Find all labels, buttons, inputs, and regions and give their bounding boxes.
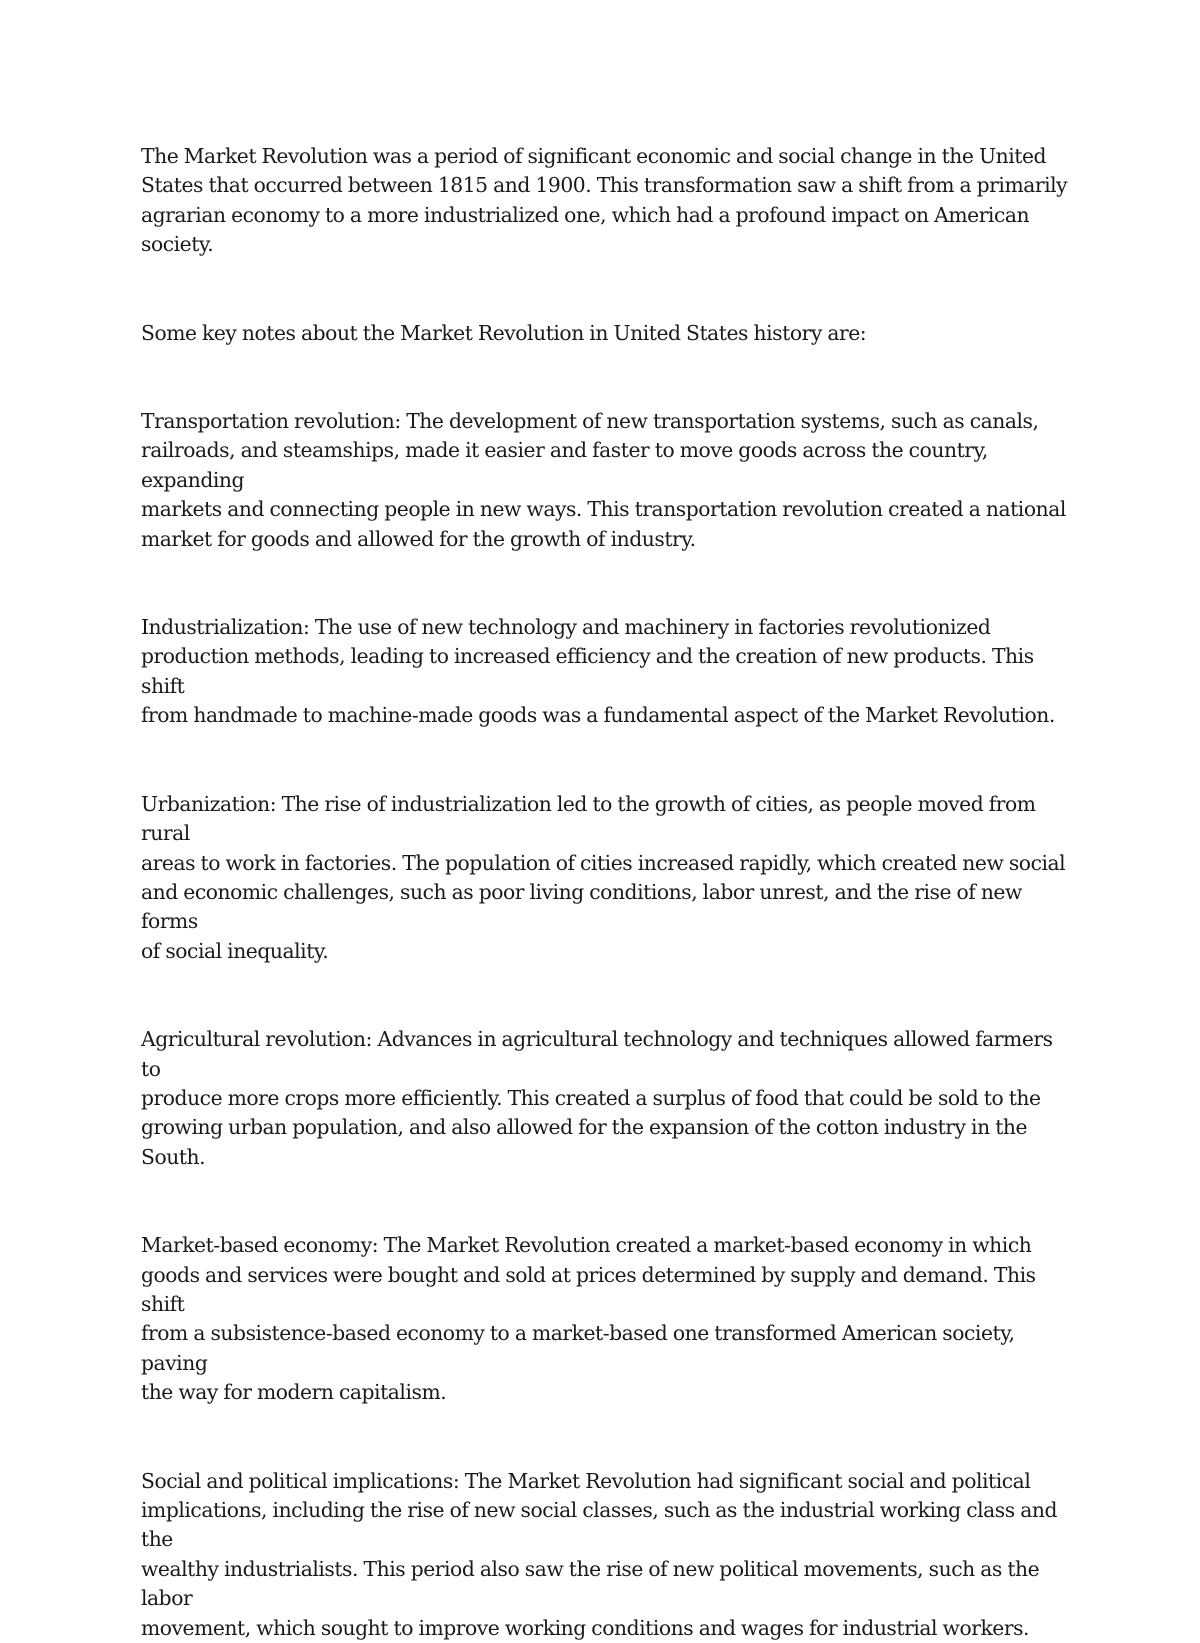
paragraph-market-economy: Market-based economy: The Market Revolution created a market-based economy in which goods and services were bought and sold at prices determined by supply and demand. This shift from a subsistence-based economy to a market-based one transformed American society, paving the way for modern capitalism.	[141, 1233, 1036, 1405]
paragraph-urbanization: Urbanization: The rise of industrialization led to the growth of cities, as people moved from rural areas to work in factories. The population of cities increased rapidly, which created new social and economic challenges, such as poor living conditions, labor unrest, and the rise of new forms of social inequality.	[141, 791, 1066, 963]
paragraph-gap	[141, 1408, 1076, 1467]
paragraph-social-political: Social and political implications: The Market Revolution had significant social and political implications, including the rise of new social classes, such as the industrial working class and the wealthy industrialists. This period also saw the rise of new political movements, such as the labor movement, which sought to improve working conditions and wages for industrial workers.	[141, 1468, 1058, 1640]
paragraph-industrialization: Industrialization: The use of new technology and machinery in factories revolutionized production methods, leading to increased efficiency and the creation of new products. This shift from handmade to machine-made goods was a fundamental aspect of the Market Revolution.	[141, 615, 1055, 728]
paragraph-intro: The Market Revolution was a period of significant economic and social change in the United States that occurred between 1815 and 1900. This transformation saw a shift from a primarily agrarian economy to a more industrialized one, which had a profound impact on American society.	[141, 144, 1068, 257]
paragraph-gap	[141, 554, 1076, 613]
paragraph-key-notes: Some key notes about the Market Revolution in United States history are:	[141, 320, 867, 345]
paragraph-transportation: Transportation revolution: The development of new transportation systems, such as canals, railroads, and steamships, made it easier and faster to move goods across the country, expanding markets and connecting people in new ways. This transportation revolution created a national market for goods and allowed for the growth of industry.	[141, 409, 1066, 551]
paragraph-gap	[141, 966, 1076, 1025]
paragraph-agricultural: Agricultural revolution: Advances in agricultural technology and techniques allowed farmers to produce more crops more efficiently. This created a surplus of food that could be sold to the growing urban population, and also allowed for the expansion of the cotton industry in the South.	[141, 1027, 1053, 1169]
paragraph-gap	[141, 260, 1076, 319]
paragraph-gap	[141, 348, 1076, 407]
document-body	[141, 142, 1076, 1643]
paragraph-gap	[141, 731, 1076, 790]
paragraph-gap	[141, 1172, 1076, 1231]
